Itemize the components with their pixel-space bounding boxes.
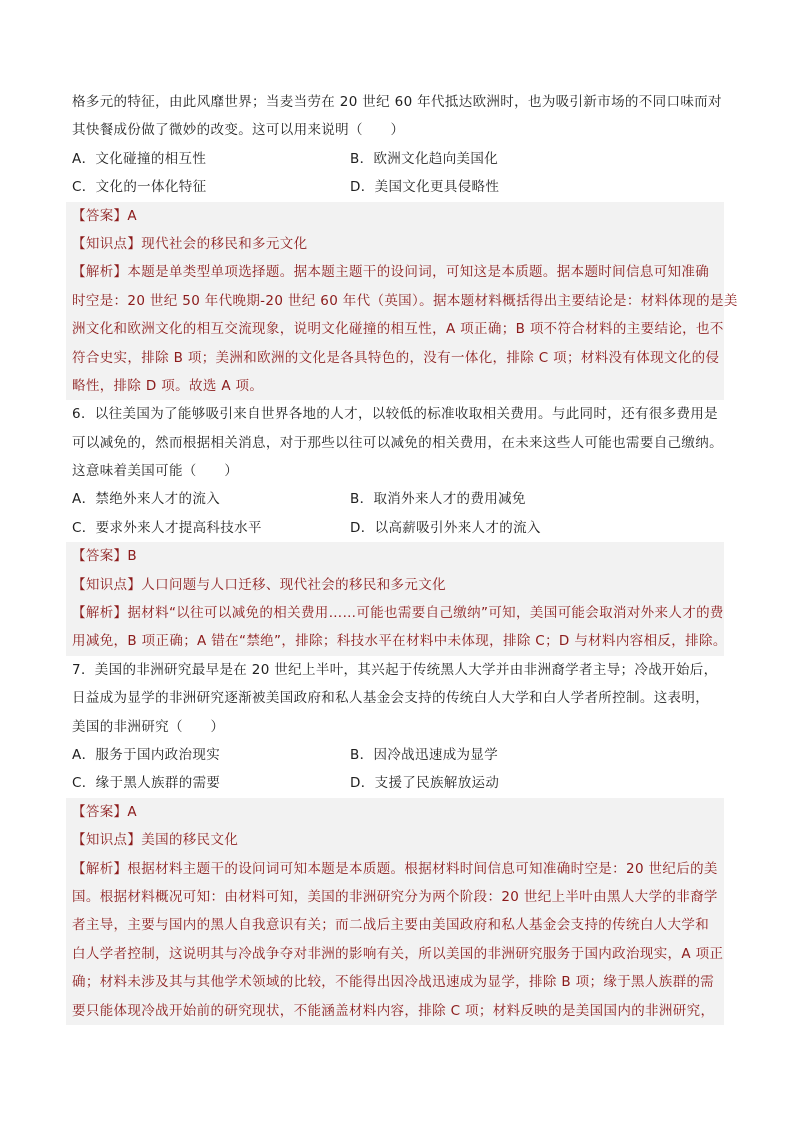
- question-stem-line: 日益成为显学的非洲研究逐渐被美国政府和私人基金会支持的传统白人大学和白人学者所控制。这表明，: [72, 690, 710, 707]
- options-row: [72, 769, 724, 797]
- question-stem-line: 格多元的特征，由此风靡世界；当麦当劳在 20 世纪 60 年代抵达欧洲时，也为吸引新市场的不同口味而对: [72, 94, 722, 110]
- option-d: D．支援了民族解放运动: [350, 775, 500, 792]
- option-d: D．美国文化更具侵略性: [350, 179, 500, 196]
- options-row: [72, 173, 724, 201]
- analysis-line: 符合史实，排除 B 项；美洲和欧洲的文化是各具特色的，没有一体化，排除 C 项；材料没有体现文化的侵: [72, 349, 720, 366]
- document-content: [72, 88, 738, 1025]
- answer-line: 【答案】A: [72, 803, 137, 820]
- analysis-line: 者主导，主要与国内的黑人自我意识有关；而二战后主要由美国政府和私人基金会支持的传统白人大学和: [72, 917, 710, 934]
- options-row: [72, 485, 724, 513]
- option-a: A．文化碰撞的相互性: [72, 150, 207, 167]
- answer-block: [66, 542, 727, 656]
- option-b: B．因冷战迅速成为显学: [350, 746, 499, 763]
- answer-line: 【答案】B: [72, 548, 138, 565]
- analysis-line: 用减免，B 项正确；A 错在“禁绝”，排除；科技水平在材料中未体现，排除 C；D 与材料内容相反，排除。: [72, 633, 727, 650]
- answer-block: [66, 798, 724, 1025]
- option-b: B．取消外来人才的费用减免: [350, 491, 526, 508]
- option-c: C．文化的一体化特征: [72, 179, 207, 196]
- question-stem-line: 美国的非洲研究（ ）: [72, 718, 225, 735]
- question-stem-line: 其快餐成份做了微妙的改变。这可以用来说明（ ）: [72, 122, 405, 139]
- knowledge-line: 【知识点】现代社会的移民和多元文化: [72, 235, 308, 252]
- analysis-line: 略性，排除 D 项。故选 A 项。: [72, 377, 264, 394]
- analysis-line: 洲文化和欧洲文化的相互交流现象，说明文化碰撞的相互性，A 项正确；B 项不符合材料的主要结论，也不: [72, 321, 724, 338]
- knowledge-line: 【知识点】美国的移民文化: [72, 832, 239, 849]
- analysis-line: 【解析】本题是单类型单项选择题。据本题主题干的设问词，可知这是本质题。据本题时间信息可知准确: [72, 264, 710, 281]
- question-stem-line: 6．以往美国为了能够吸引来自世界各地的人才，以较低的标准收取相关费用。与此同时，还有很多费用是: [72, 406, 719, 423]
- answer-line: 【答案】A: [72, 207, 137, 224]
- option-c: C．缘于黑人族群的需要: [72, 775, 221, 792]
- analysis-line: 白人学者控制，这说明其与冷战争夺对非洲的影响有关，所以美国的非洲研究服务于国内政治现实，A 项正: [72, 945, 724, 962]
- analysis-line: 【解析】根据材料主题干的设问词可知本题是本质题。根据材料时间信息可知准确时空是：20 世纪后的美: [72, 860, 718, 877]
- question-stem-line: 可以减免的，然而根据相关消息，对于那些以往可以减免的相关费用，在未来这些人可能也需要自己缴纳。: [72, 434, 723, 451]
- option-b: B．欧洲文化趋向美国化: [350, 150, 499, 167]
- analysis-line: 时空是：20 世纪 50 年代晚期-20 世纪 60 年代（英国）。据本题材料概括得出主要结论是：材料体现的是美: [72, 292, 738, 309]
- option-c: C．要求外来人才提高科技水平: [72, 519, 262, 536]
- options-row: [72, 145, 724, 173]
- options-row: [72, 514, 724, 542]
- analysis-line: 确；材料未涉及其与其他学术领域的比较，不能得出因冷战迅速成为显学，排除 B 项；缘于黑人族群的需: [72, 974, 715, 991]
- options-row: [72, 741, 724, 769]
- option-d: D．以高薪吸引外来人才的流入: [350, 519, 541, 536]
- answer-block: [66, 202, 738, 401]
- option-a: A．禁绝外来人才的流入: [72, 491, 221, 508]
- question-stem-line: 7．美国的非洲研究最早是在 20 世纪上半叶，其兴起于传统黑人大学并由非洲裔学者主导；冷战开始后，: [72, 661, 718, 678]
- analysis-line: 国。根据材料概况可知：由材料可知，美国的非洲研究分为两个阶段：20 世纪上半叶由黑人大学的非裔学: [72, 888, 718, 905]
- question-stem-line: 这意味着美国可能（ ）: [72, 463, 239, 480]
- knowledge-line: 【知识点】人口问题与人口迁移、现代社会的移民和多元文化: [72, 576, 446, 593]
- analysis-line: 【解析】据材料“以往可以减免的相关费用……可能也需要自己缴纳”可知，美国可能会取消对外来人才的费: [72, 605, 724, 622]
- analysis-line: 要只能体现冷战开始前的研究现状，不能涵盖材料内容，排除 C 项；材料反映的是美国国内的非洲研究，: [72, 1002, 715, 1019]
- option-a: A．服务于国内政治现实: [72, 746, 221, 763]
